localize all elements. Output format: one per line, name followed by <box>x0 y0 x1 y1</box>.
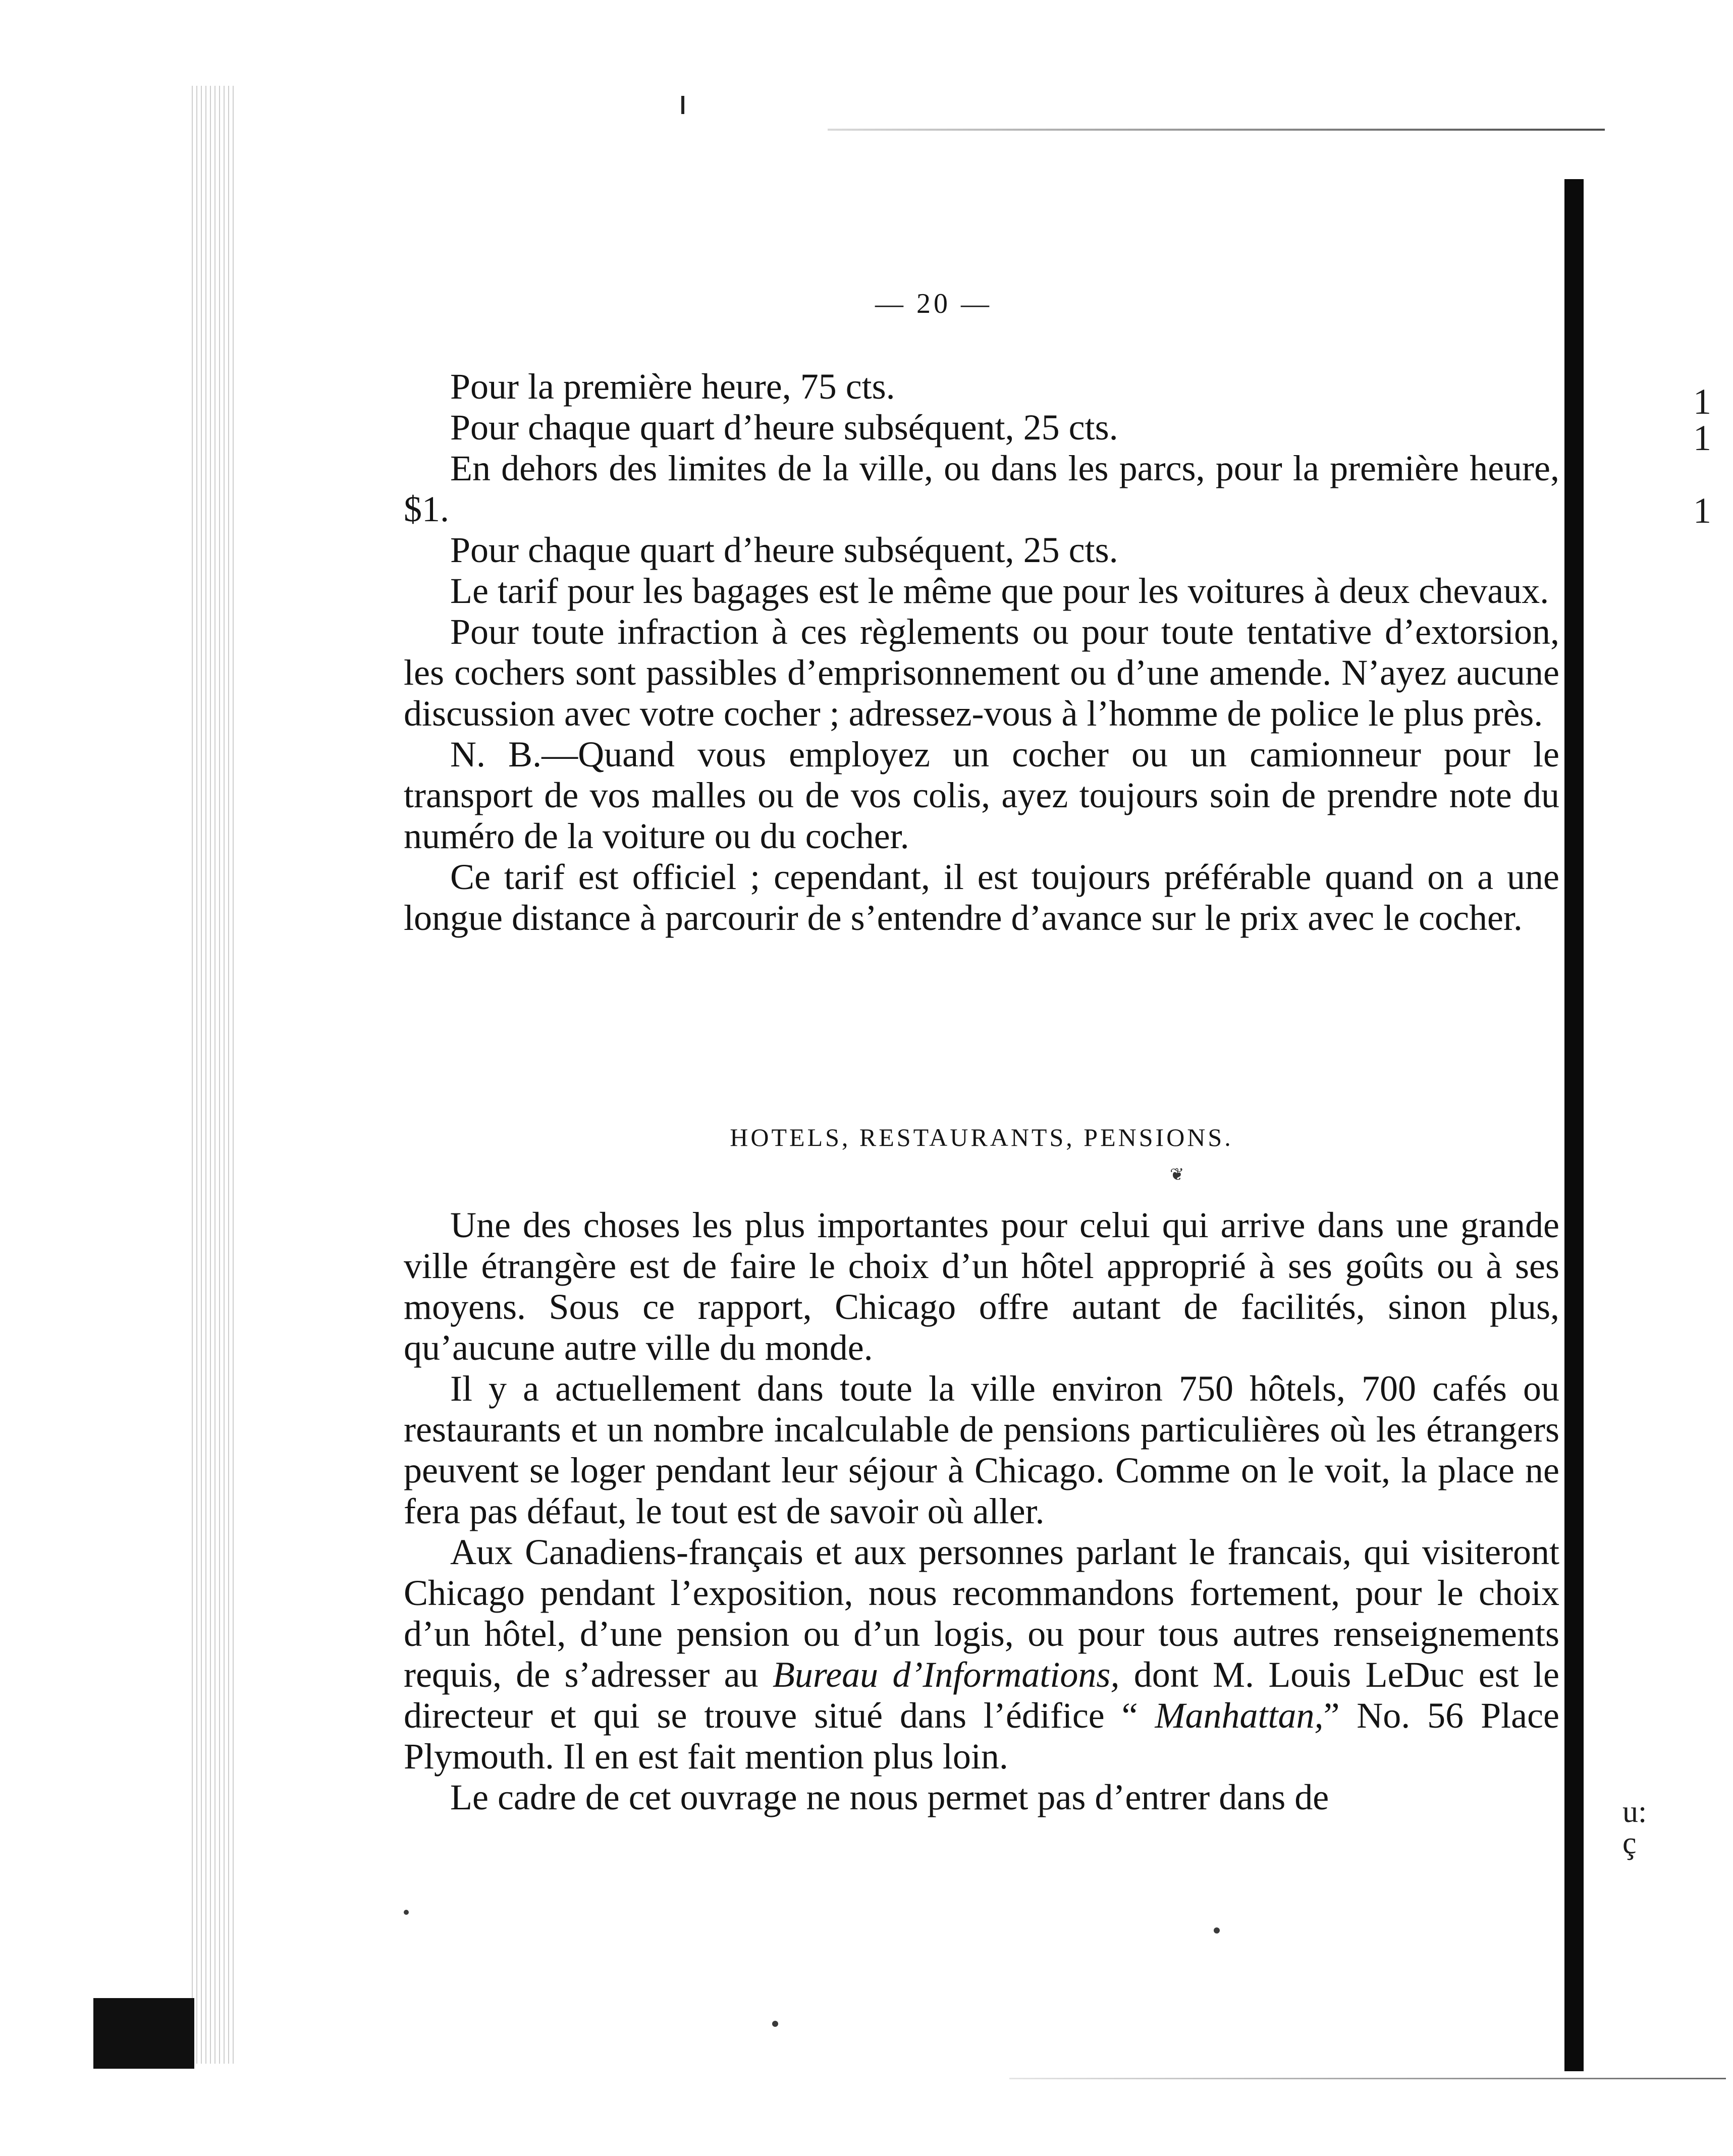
top-edge-line <box>828 129 1605 131</box>
bottom-edge-line <box>1009 2078 1726 2079</box>
ink-speck <box>772 2021 778 2027</box>
fare-outside-limits: En dehors des limites de la ville, ou dans les parcs, pour la première heure, $1. <box>404 448 1559 529</box>
page-number: — 20 — <box>875 288 992 319</box>
binding-shadow <box>93 1998 194 2069</box>
infraction-paragraph: Pour toute infraction à ces règlements ou pour toute tentative d’extorsion, les cochers sont passibles d’emprisonnement ou d’une amende. N’ayez aucune discussion avec votre cocher ; adressez-vous à l’homme de police le plus près. <box>404 612 1559 734</box>
closing-paragraph-fragment: Le cadre de cet ouvrage ne nous permet pas d’entrer dans de <box>450 1777 1329 1817</box>
hotels-section <box>404 1205 1559 1818</box>
ink-speck <box>1214 1927 1220 1933</box>
bureau-recommendation-paragraph <box>404 1532 1559 1777</box>
ornament-icon: ❦ <box>1170 1166 1184 1184</box>
facing-page-fragments-top: 1 1 1 <box>1693 381 1711 531</box>
bureau-text-end: ” No. 56 Place Plymouth. Il en est fait mention plus loin. <box>404 1695 1559 1777</box>
bureau-name: Bureau d’Informations, <box>772 1654 1120 1695</box>
cab-tariff-section <box>404 366 1559 938</box>
gutter-shadow <box>1564 179 1584 2071</box>
fare-each-quarter-outside: Pour chaque quart d’heure subséquent, 25 cts. <box>450 530 1118 570</box>
bureau-text-start: Aux Canadiens-français et aux personnes parlant le francais, qui visiteront Chicago pendant l’exposition, nous recommandons fortement, pour le choix d’un hôtel, d’une pension ou d’un logis, ou pour tous autres renseignements requis, de s’adresser au <box>404 1532 1559 1695</box>
facing-page-fragments-bottom: u: ç <box>1622 1795 1647 1860</box>
section-heading: HOTELS, RESTAURANTS, PENSIONS. <box>730 1123 1233 1151</box>
building-name: Manhattan, <box>1155 1695 1324 1736</box>
ink-speck <box>404 1910 409 1915</box>
official-tariff-paragraph: Ce tarif est officiel ; cependant, il est toujours préférable quand on a une longue distance à parcourir de s’entendre d’avance sur le prix avec le cocher. <box>404 857 1559 938</box>
hotels-count-paragraph: Il y a actuellement dans toute la ville environ 750 hôtels, 700 cafés ou restaurants et un nombre incalculable de pensions particulières où les étrangers peuvent se loger pendant leur séjour à Chicago. Comme on le voit, la place ne fera pas défaut, le tout est de savoir où aller. <box>404 1368 1559 1531</box>
fare-each-quarter: Pour chaque quart d’heure subséquent, 25 cts. <box>450 407 1118 448</box>
top-edge-notch <box>681 96 684 114</box>
fare-baggage: Le tarif pour les bagages est le même que pour les voitures à deux chevaux. <box>450 571 1549 611</box>
nota-bene-paragraph: N. B.—Quand vous employez un cocher ou un camionneur pour le transport de vos malles ou de vos colis, ayez toujours soin de prendre note du numéro de la voiture ou du cocher. <box>404 734 1559 856</box>
hotels-intro-paragraph: Une des choses les plus importantes pour celui qui arrive dans une grande ville étrangère est de faire le choix d’un hôtel approprié à ses goûts ou à ses moyens. Sous ce rapport, Chicago offre autant de facilités, sinon plus, qu’aucune autre ville du monde. <box>404 1205 1559 1368</box>
stacked-page-edges <box>192 86 237 2064</box>
bureau-text-middle: dont M. Louis LeDuc est le directeur et qui se trouve situé dans l’édifice “ <box>404 1654 1560 1736</box>
fare-first-hour: Pour la première heure, 75 cts. <box>450 366 895 407</box>
